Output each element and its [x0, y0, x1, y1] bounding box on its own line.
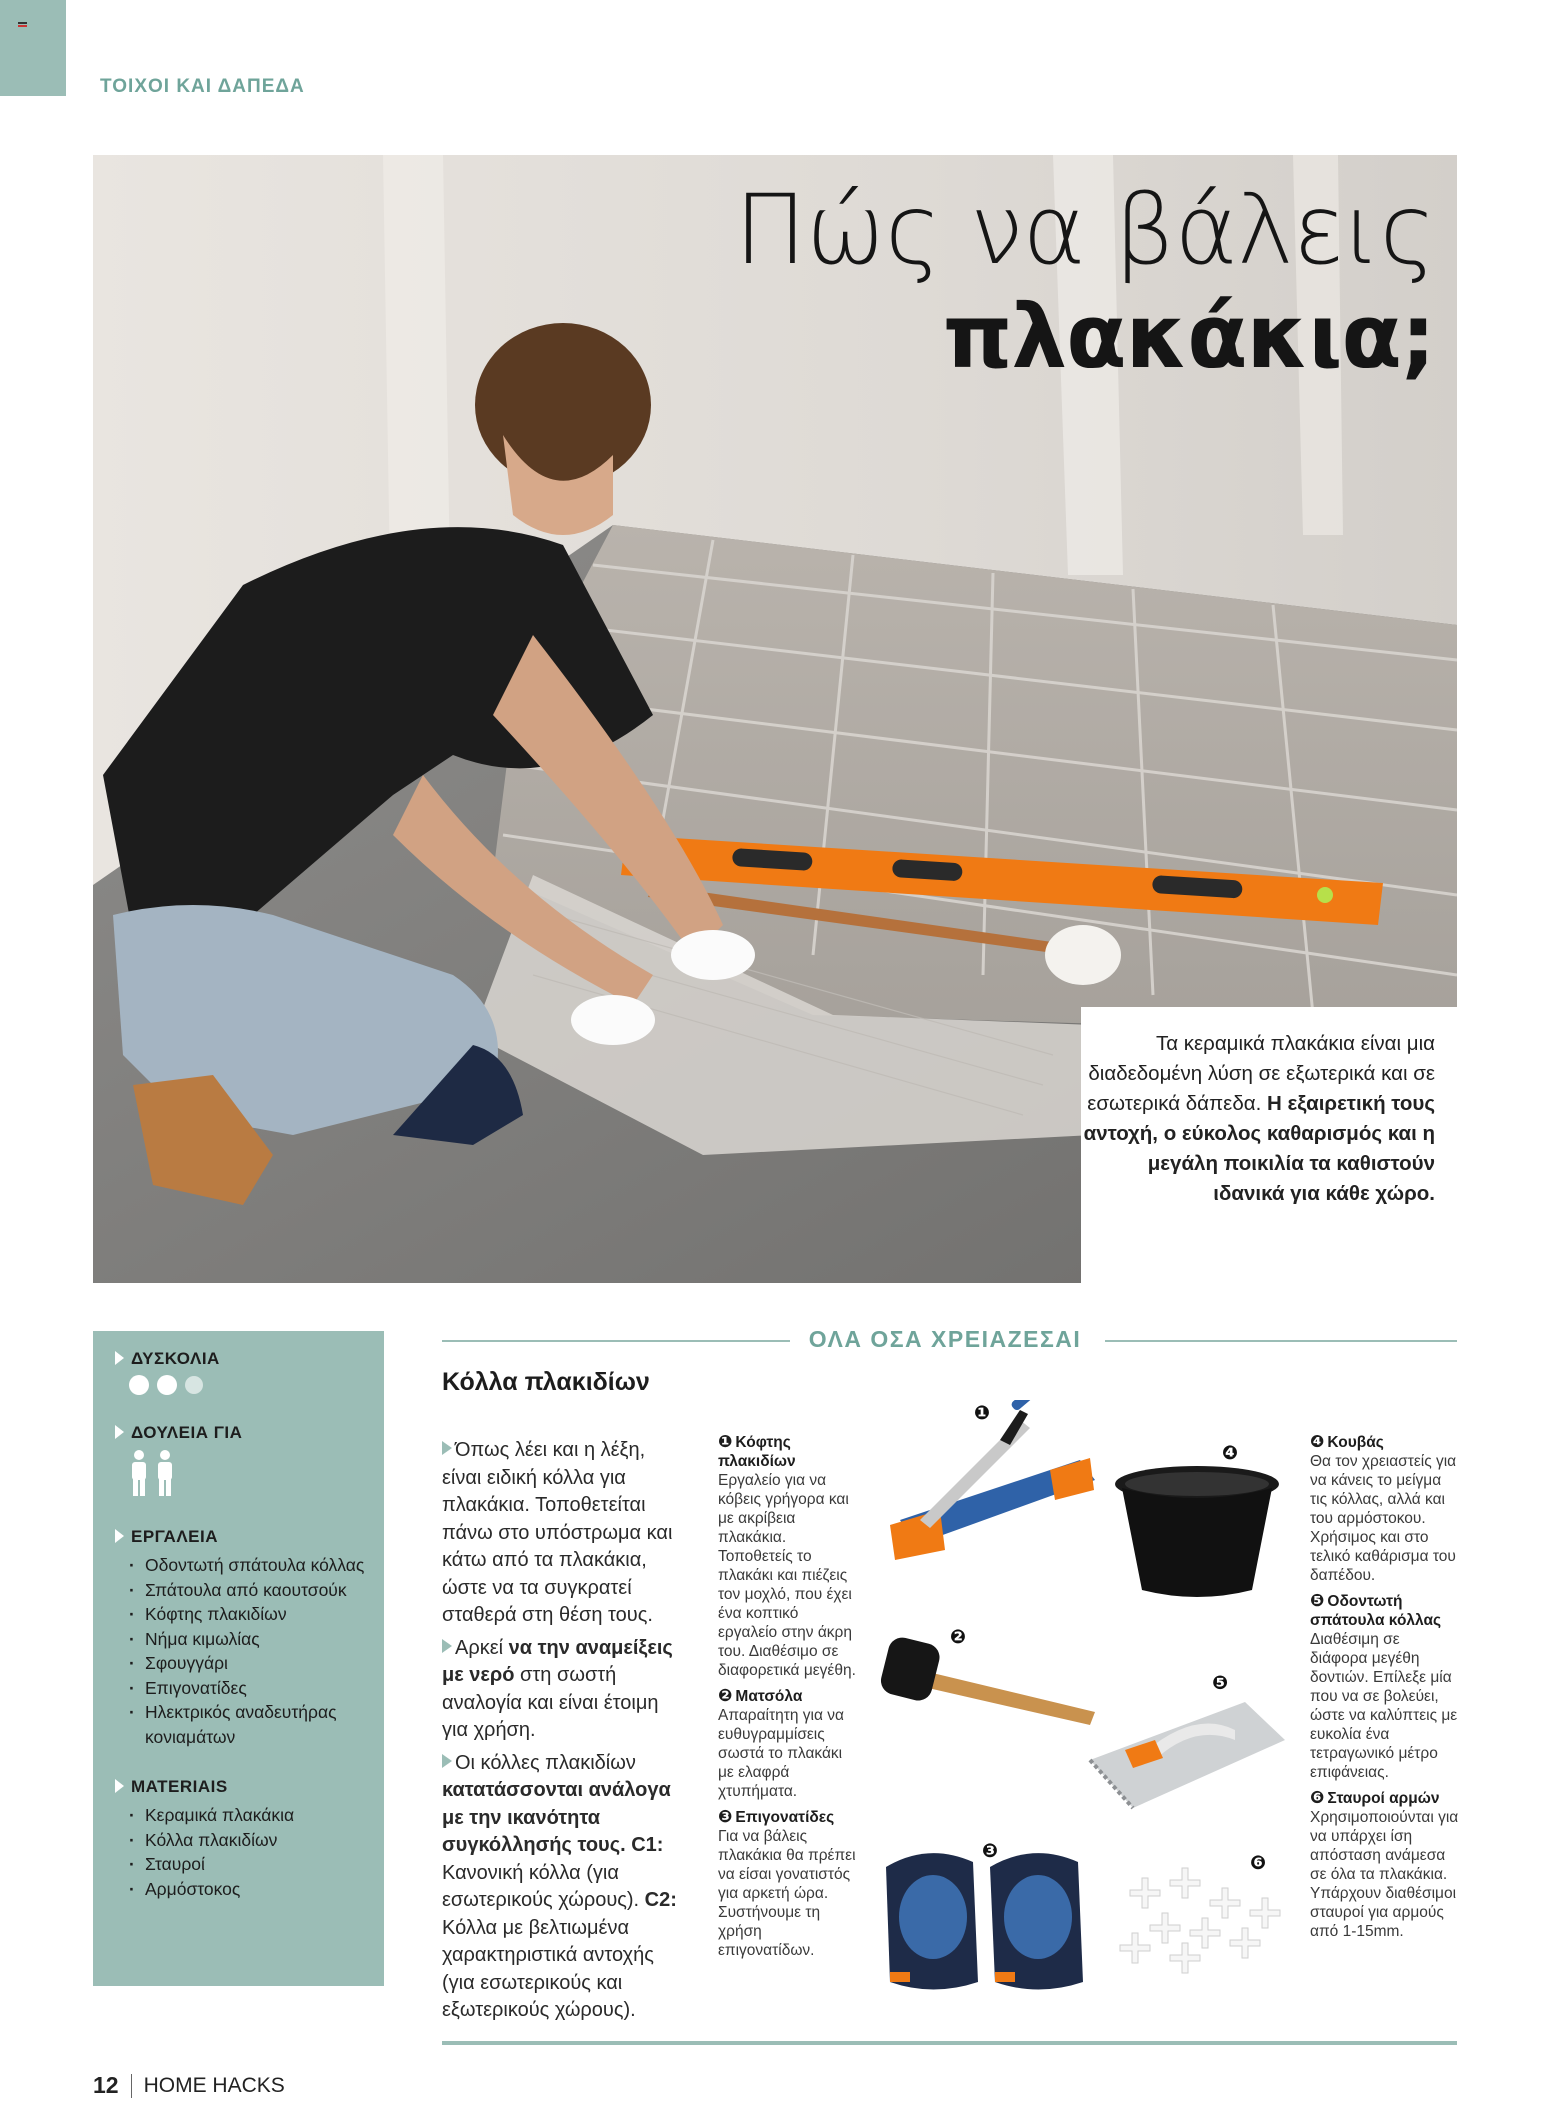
- intro-text: [1081, 1007, 1457, 1283]
- list-item: · Οδοντωτή σπάτουλα κόλλας: [129, 1553, 384, 1578]
- tool-item: [1310, 1432, 1460, 1585]
- tools-list: [115, 1553, 384, 1749]
- glue-p2-bold: να την αναμείξεις με νερό: [442, 1636, 673, 1686]
- notched-trowel-icon: [1085, 1700, 1290, 1810]
- glue-p3-bold: κατατάσσονται ανάλογα με την ικανότητα συγκόλλησής τους.: [442, 1779, 671, 1856]
- knee-pads-icon: [878, 1842, 1093, 1992]
- list-item: · Κεραμικά πλακάκια: [129, 1803, 384, 1828]
- list-item: · Σπάτουλα από καουτσούκ: [129, 1578, 384, 1603]
- tools-column-left: [718, 1432, 858, 1966]
- tool-item: [1310, 1591, 1460, 1782]
- list-item: · Νήμα κιμωλίας: [129, 1627, 384, 1652]
- tool-item: [718, 1807, 858, 1960]
- tool-title: Επιγονατίδες: [735, 1809, 835, 1826]
- bullet-triangle-icon: [442, 1639, 452, 1653]
- photo-badge-3: ❸: [982, 1841, 999, 1862]
- tool-title: Οδοντωτή σπάτουλα κόλλας: [1310, 1593, 1442, 1629]
- tools-label: ΕΡΓΑΛΕΙΑ: [115, 1527, 384, 1547]
- tool-number: ❹: [1310, 1432, 1325, 1451]
- list-item: · Επιγονατίδες: [129, 1676, 384, 1701]
- section-label: ΤΟΙΧΟΙ ΚΑΙ ΔΑΠΕΔΑ: [100, 76, 305, 97]
- divider-right: [1105, 1340, 1457, 1342]
- tool-item: [1310, 1788, 1460, 1941]
- glue-c2-text: Κόλλα με βελτιωμένα χαρακτηριστικά αντοχής (για εσωτερικούς και εξωτερικούς χώρους).: [442, 1916, 654, 2021]
- headline-line-2: πλακάκια;: [942, 285, 1435, 388]
- list-item: · Σταυροί: [129, 1852, 384, 1877]
- glue-paragraph-1: Όπως λέει και η λέξη, είναι ειδική κόλλα για πλακάκια. Τοποθετείται πάνω στο υπόστρωμα και κάτω από τα πλακάκια, ώστε να τα συγκρατεί σταθερά στη θέση τους.: [442, 1439, 673, 1626]
- rubber-mallet-icon: [880, 1630, 1100, 1730]
- glue-p2-post: στη σωστή αναλογία και είναι έτοιμη για χρήση.: [442, 1664, 659, 1741]
- tile-spacers-icon: [1110, 1850, 1290, 1980]
- tool-text: Χρησιμοποιούνται για να υπάρχει ίση απόσταση ανάμεσα σε όλα τα πλακάκια. Υπάρχουν διαθέσιμοι σταυροί για αρμούς από 1-15mm.: [1310, 1809, 1459, 1940]
- footer-separator: [131, 2074, 132, 2098]
- photo-badge-1: ❶: [974, 1403, 991, 1424]
- bucket-icon: [1112, 1462, 1282, 1602]
- tool-title: Κόφτης πλακιδίων: [718, 1434, 796, 1470]
- corner-tab: [0, 0, 66, 96]
- tool-number: ❶: [718, 1432, 733, 1451]
- materials-label: MATERIAIS: [115, 1777, 384, 1797]
- tool-title: Κουβάς: [1327, 1434, 1384, 1451]
- people-icons: [115, 1449, 384, 1497]
- tool-title: Ματσόλα: [735, 1688, 803, 1705]
- difficulty-dots: [115, 1375, 384, 1395]
- glue-text: [442, 1437, 690, 2030]
- bullet-triangle-icon: [442, 1754, 452, 1768]
- headline-line-1: Πώς να βάλεις: [734, 174, 1435, 286]
- tool-item: [718, 1432, 858, 1680]
- materials-list: [115, 1803, 384, 1901]
- tile-cutter-icon: [880, 1400, 1100, 1560]
- work-for-label: ΔΟΥΛΕΙΑ ΓΙΑ: [115, 1423, 384, 1443]
- flag-icon: [18, 22, 27, 27]
- glue-c1-text: Κανονική κόλλα (για εσωτερικούς χώρους).: [442, 1861, 640, 1911]
- person-icon: [129, 1449, 149, 1497]
- glue-c2-label: C2:: [644, 1889, 677, 1911]
- glue-c1-label: C1:: [631, 1834, 664, 1856]
- intro-bold: Η εξαιρετική τους αντοχή, ο εύκολος καθαρισμός και η μεγάλη ποικιλία τα καθιστούν ιδανικά για κάθε χώρο.: [1083, 1092, 1435, 1205]
- difficulty-dot-filled: [157, 1375, 177, 1395]
- glue-title: Κόλλα πλακιδίων: [442, 1368, 650, 1396]
- glue-p3-pre: Οι κόλλες πλακιδίων: [455, 1751, 636, 1774]
- divider-left: [442, 1340, 790, 1342]
- photo-badge-4: ❹: [1222, 1443, 1239, 1464]
- tool-number: ❸: [718, 1807, 733, 1826]
- list-item: · Κόφτης πλακιδίων: [129, 1602, 384, 1627]
- difficulty-dot-empty: [185, 1376, 203, 1394]
- page-footer: [93, 2072, 285, 2099]
- list-item: · Σφουγγάρι: [129, 1651, 384, 1676]
- tool-text: Απαραίτητη για να ευθυγραμμίσεις σωστά το πλακάκι με ελαφρά χτυπήματα.: [718, 1707, 844, 1800]
- tool-text: Διαθέσιμη σε διάφορα μεγέθη δοντιών. Επίλεξε μία που να σε βολεύει, ώστε να καλύπτεις με ευκολία ένα τετραγωνικό μέτρο επιφάνειας.: [1310, 1631, 1458, 1781]
- tool-number: ❺: [1310, 1591, 1325, 1610]
- list-item: · Ηλεκτρικός αναδευτήρας κονιαμάτων: [129, 1700, 384, 1749]
- difficulty-dot-filled: [129, 1375, 149, 1395]
- photo-badge-5: ❺: [1212, 1673, 1229, 1694]
- magazine-name: HOME HACKS: [143, 2073, 285, 2097]
- page-number: 12: [93, 2072, 119, 2098]
- needs-title: ΟΛΑ ΟΣΑ ΧΡΕΙΑΖΕΣΑΙ: [808, 1326, 1082, 1352]
- tool-number: ❷: [718, 1686, 733, 1705]
- bottom-divider: [442, 2041, 1457, 2045]
- hero-photo: [93, 155, 1457, 1283]
- bullet-triangle-icon: [442, 1441, 452, 1455]
- headline: [734, 175, 1435, 389]
- tool-text: Για να βάλεις πλακάκια θα πρέπει να είσαι γονατιστός για αρκετή ώρα. Συστήνουμε τη χρήση επιγονατίδων.: [718, 1828, 856, 1959]
- intro-plain: Τα κεραμικά πλακάκια είναι μια διαδεδομένη λύση σε εξωτερικά και σε εσωτερικά δάπεδα.: [1087, 1032, 1435, 1115]
- tool-number: ❻: [1310, 1788, 1325, 1807]
- tool-text: Εργαλείο για να κόβεις γρήγορα και με ακρίβεια πλακάκια. Τοποθετείς το πλακάκι και πιέζεις τον μοχλό, που έχει ένα κοπτικό εργαλείο στην άκρη του. Διαθέσιμο σε διαφορετικά μεγέθη.: [718, 1472, 856, 1679]
- list-item: · Αρμόστοκος: [129, 1877, 384, 1902]
- tool-title: Σταυροί αρμών: [1327, 1790, 1440, 1807]
- photo-badge-2: ❷: [950, 1627, 967, 1648]
- glue-p2-pre: Αρκεί: [455, 1636, 509, 1659]
- tool-item: [718, 1686, 858, 1801]
- photo-badge-6: ❻: [1250, 1853, 1267, 1874]
- difficulty-label: ΔΥΣΚΟΛΙΑ: [115, 1349, 384, 1369]
- tools-column-right: [1310, 1432, 1460, 1947]
- person-icon: [155, 1449, 175, 1497]
- tool-text: Θα τον χρειαστείς για να κάνεις το μείγμα τις κόλλας, αλλά και του αρμόστοκου. Χρήσιμος και στο τελικό καθάρισμα του δαπέδου.: [1310, 1453, 1457, 1584]
- info-sidebar: [93, 1331, 384, 1986]
- list-item: · Κόλλα πλακιδίων: [129, 1828, 384, 1853]
